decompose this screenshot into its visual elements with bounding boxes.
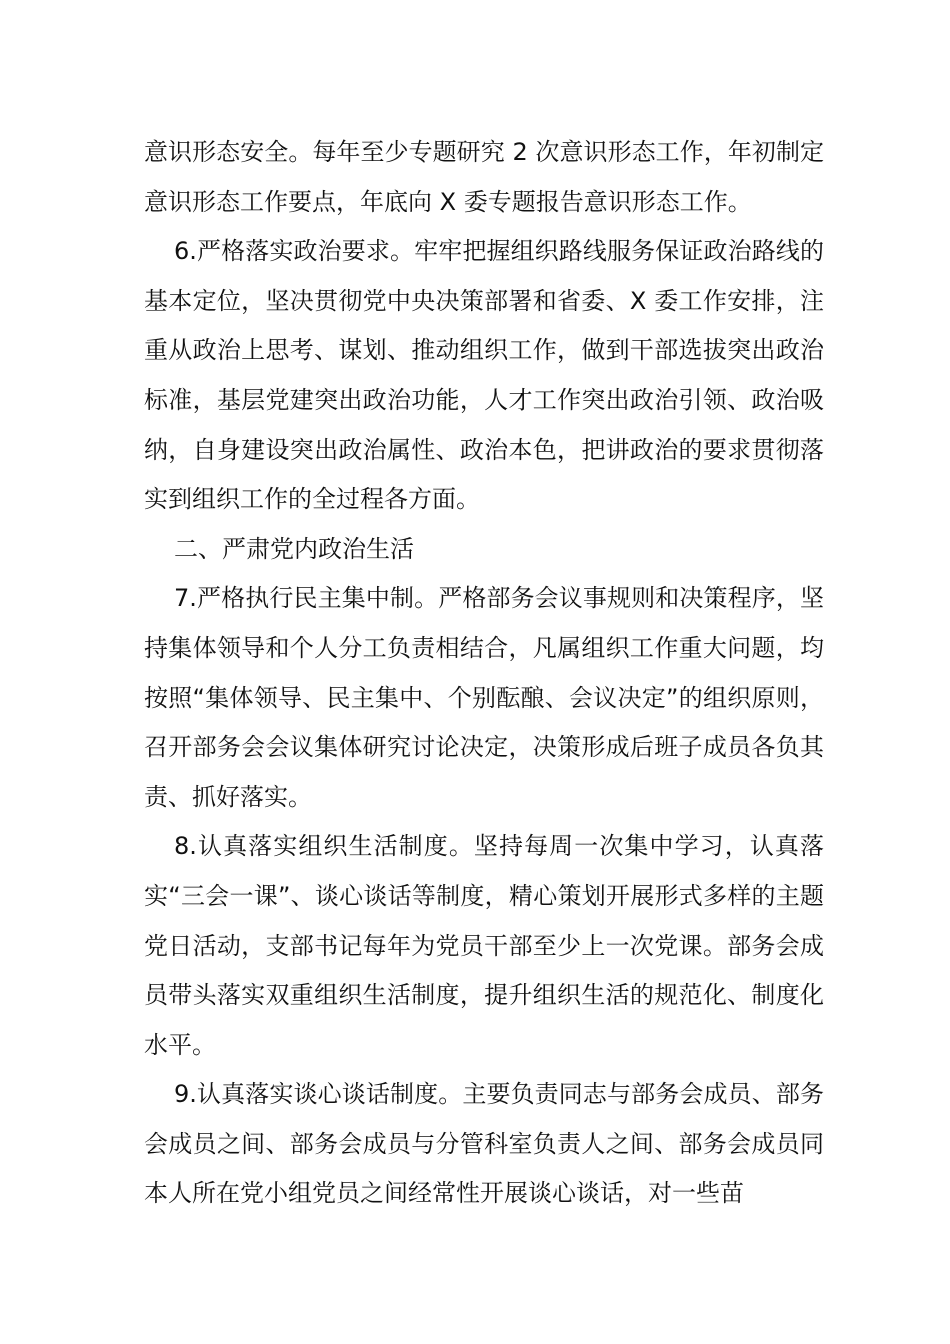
paragraph-item-7: 7.严格执行民主集中制。严格部务会议事规则和决策程序，坚持集体领导和个人分工负责相结合，凡属组织工作重大问题，均按照“集体领导、民主集中、个别酝酿、会议决定”的组织原则，召开部务会会议集体研究讨论决定，决策形成后班子成员各负其责、抓好落实。 — [144, 584, 824, 811]
paragraph-item-9: 9.认真落实谈心谈话制度。主要负责同志与部务会成员、部务会成员之间、部务会成员与分管科室负责人之间、部务会成员同本人所在党小组党员之间经常性开展谈心谈话，对一些苗 — [144, 1080, 824, 1208]
document-body — [144, 128, 824, 1219]
paragraph-continuation: 意识形态安全。每年至少专题研究 2 次意识形态工作，年初制定意识形态工作要点，年底向 X 委专题报告意识形态工作。 — [144, 138, 824, 216]
paragraph-item-6: 6.严格落实政治要求。牢牢把握组织路线服务保证政治路线的基本定位，坚决贯彻党中央决策部署和省委、X 委工作安排，注重从政治上思考、谋划、推动组织工作，做到干部选拔突出政治标准，基层党建突出政治功能，人才工作突出政治引领、政治吸纳，自身建设突出政治属性、政治本色，把讲政治的要求贯彻落实到组织工作的全过程各方面。 — [144, 237, 824, 514]
section-heading: 二、严肃党内政治生活 — [174, 534, 414, 563]
paragraph-item-8: 8.认真落实组织生活制度。坚持每周一次集中学习，认真落实“三会一课”、谈心谈话等制度，精心策划开展形式多样的主题党日活动，支部书记每年为党员干部至少上一次党课。部务会成员带头落实双重组织生活制度，提升组织生活的规范化、制度化水平。 — [144, 832, 824, 1059]
